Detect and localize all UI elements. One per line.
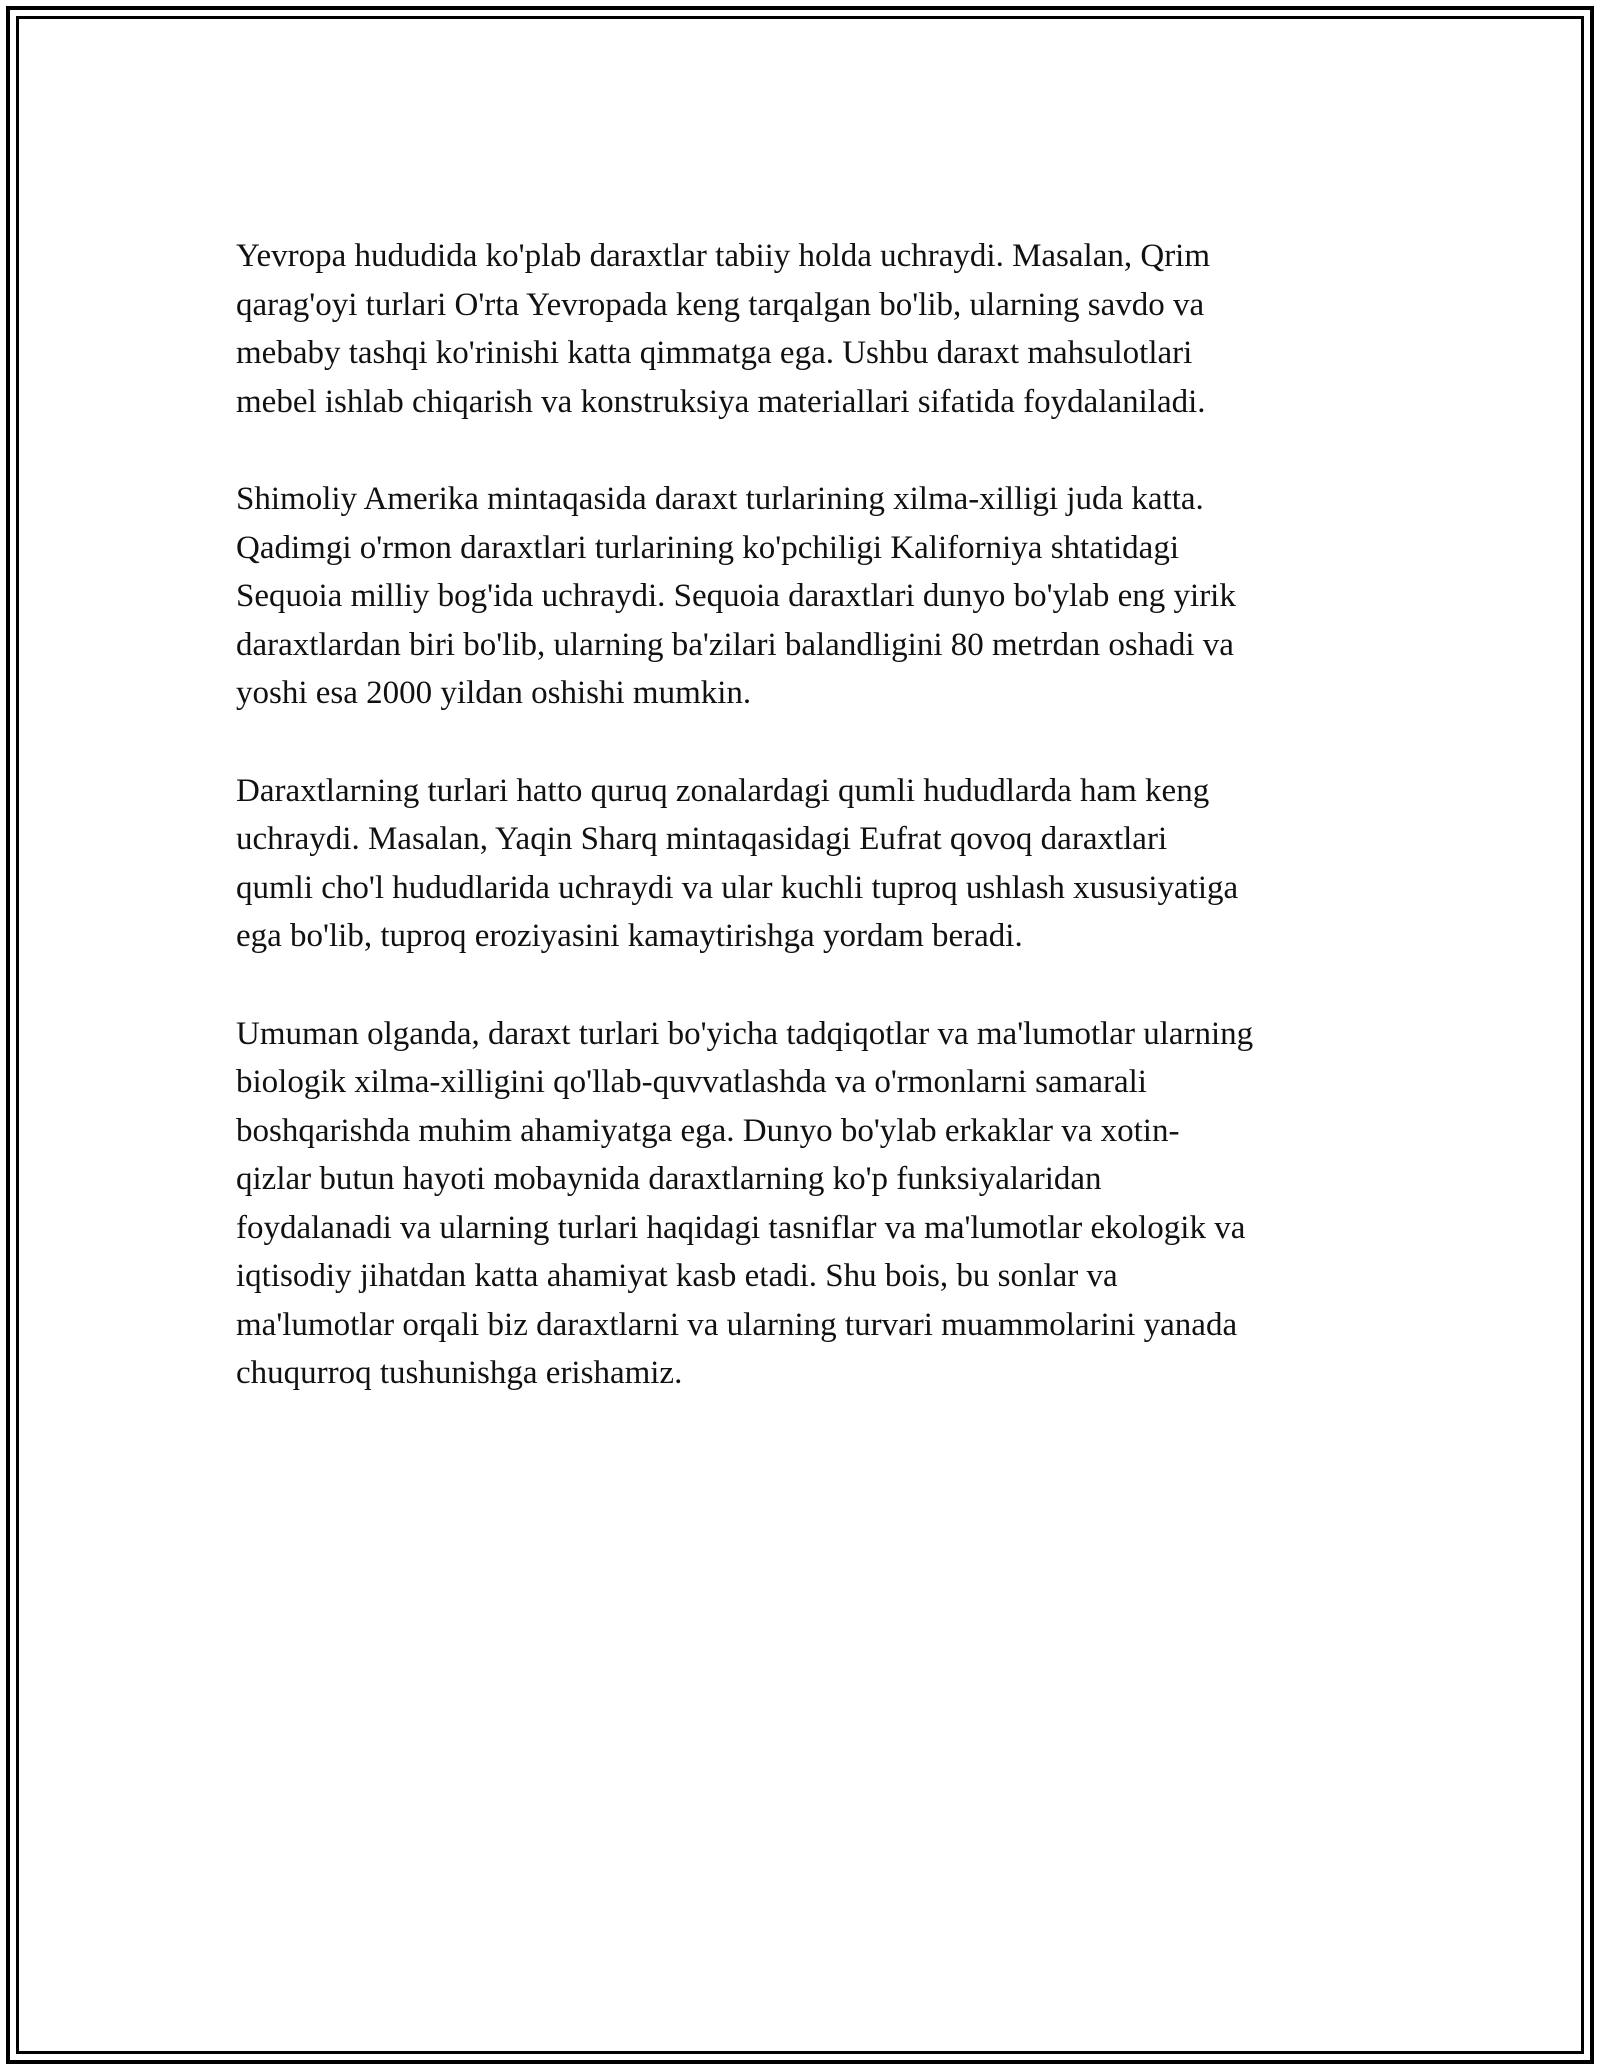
text-line: mebaby tashqi ko'rinishi katta qimmatga ega. Ushbu daraxt mahsulotlari bbox=[236, 335, 1193, 371]
text-line: ma'lumotlar orqali biz daraxtlarni va ularning turvari muammolarini yanada bbox=[236, 1306, 1238, 1343]
document-body bbox=[236, 232, 1376, 1447]
text-line: iqtisodiy jihatdan katta ahamiyat kasb etadi. Shu bois, bu sonlar va bbox=[236, 1258, 1118, 1294]
text-line: yoshi esa 2000 yildan oshishi mumkin. bbox=[236, 675, 752, 711]
text-line: ega bo'lib, tuproq eroziyasini kamaytirishga yordam beradi. bbox=[236, 918, 1023, 954]
text-line: qizlar butun hayoti mobaynida daraxtlarning ko'p funksiyalaridan bbox=[236, 1161, 1102, 1197]
text-line: daraxtlardan biri bo'lib, ularning ba'zilari balandligini 80 metrdan oshadi va bbox=[236, 626, 1234, 663]
paragraph-europe bbox=[236, 232, 1376, 426]
text-line: qumli cho'l hududlarida uchraydi va ular kuchli tuproq ushlash xususiyatiga bbox=[236, 869, 1239, 906]
paragraph-north-america bbox=[236, 475, 1376, 718]
paragraph-conclusion bbox=[236, 1010, 1376, 1398]
text-line: Shimoliy Amerika mintaqasida daraxt turlarining xilma-xilligi juda katta. bbox=[236, 481, 1204, 517]
text-line: qarag'oyi turlari O'rta Yevropada keng tarqalgan bo'lib, ularning savdo va bbox=[236, 286, 1205, 323]
text-line: Umuman olganda, daraxt turlari bo'yicha tadqiqotlar va ma'lumotlar ularning bbox=[236, 1015, 1254, 1052]
text-line: uchraydi. Masalan, Yaqin Sharq mintaqasidagi Eufrat qovoq daraxtlari bbox=[236, 821, 1168, 857]
paragraph-dry-zones bbox=[236, 767, 1376, 961]
text-line: Sequoia milliy bog'ida uchraydi. Sequoia daraxtlari dunyo bo'ylab eng yirik bbox=[236, 578, 1236, 614]
text-line: mebel ishlab chiqarish va konstruksiya materiallari sifatida foydalaniladi. bbox=[236, 383, 1206, 420]
text-line: Yevropa hududida ko'plab daraxtlar tabiiy holda uchraydi. Masalan, Qrim bbox=[236, 238, 1211, 274]
text-line: boshqarishda muhim ahamiyatga ega. Dunyo bo'ylab erkaklar va xotin- bbox=[236, 1112, 1180, 1149]
text-line: foydalanadi va ularning turlari haqidagi tasniflar va ma'lumotlar ekologik va bbox=[236, 1209, 1246, 1246]
text-line: Daraxtlarning turlari hatto quruq zonalardagi qumli hududlarda ham keng bbox=[236, 772, 1210, 809]
text-line: chuqurroq tushunishga erishamiz. bbox=[236, 1355, 683, 1391]
text-line: biologik xilma-xilligini qo'llab-quvvatlashda va o'rmonlarni samarali bbox=[236, 1064, 1147, 1100]
text-line: Qadimgi o'rmon daraxtlari turlarining ko'pchiligi Kaliforniya shtatidagi bbox=[236, 529, 1179, 566]
